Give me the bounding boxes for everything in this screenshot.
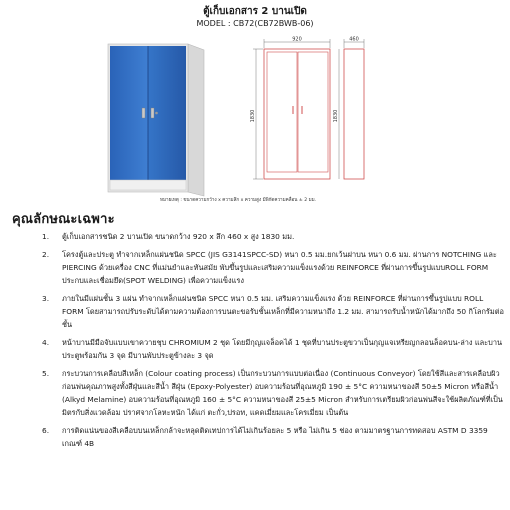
spec-text: กระบวนการเคลือบสีเหล็ก (Colour coating process) เป็นกระบวนการแบบต่อเนื่อง (Continuous Conveyor) โดยใช้สีและสารเคลือบผิวก่อนพ่นคุณภาพสูงทั้งสีฝุ่นและสีน้ำ สีฝุ่น (Epoxy-Polyester) อบความร้อนที่อุณหภูมิ 190 ± 5°C ความหนาของสี 50±5 Micron หรือสีน้ำ (Alkyd Melamine) อบความร้อนที่อุณหภูมิ 160 ± 5°C ความหนาของสี 25±5 Micron สำหรับการเตรียมผิวก่อนพ่นสีจะใช้ผลิตภัณฑ์ที่เป็นมิตรกับสิ่งแวดล้อม ปราศจากโลหะหนัก ได้แก่ ตะกั่ว,ปรอท, แคดเมี่ยมและโครเมี่ยม เป็นต้น xyxy=(62,369,503,417)
spec-item xyxy=(12,230,504,243)
spec-item xyxy=(12,424,504,450)
spec-item xyxy=(12,248,504,287)
spec-number: 1. xyxy=(42,232,50,241)
spec-number: 2. xyxy=(42,250,50,259)
height-dimension-label-side: 1830 xyxy=(333,109,339,123)
spec-text: ภายในมีแผ่นชั้น 3 แผ่น ทำจากเหล็กแผ่นชนิด SPCC หนา 0.5 มม. เสริมความแข็งแรง ด้วย REINFORCE ที่ผ่านการขึ้นรูปแบบ ROLL FORM โดยสามารถปรับระดับได้ตามความต้องการบนตะขอรับชั้นเหล็กที่มีความหนาถึง 1.2 มม. สามารถรับน้ำหนักได้มากถึง 50 กิโลกรัมต่อชั้น xyxy=(62,294,504,329)
dimension-tolerance-note: หมายเหตุ : ขนาดความกว้าง x ความลึก x ความสูง มีพิกัดความคลื่อน ± 2 มม. xyxy=(160,198,317,203)
spec-list xyxy=(12,230,504,455)
section-heading: คุณลักษณะเฉพาะ xyxy=(12,212,115,227)
spec-text: ตู้เก็บเอกสารชนิด 2 บานเปิด ขนาดกว้าง 920 x ลึก 460 x สูง 1830 มม. xyxy=(62,232,295,241)
spec-number: 4. xyxy=(42,338,50,347)
spec-item xyxy=(12,292,504,331)
document-title: ตู้เก็บเอกสาร 2 บานเปิด xyxy=(203,6,307,17)
width-dimension-label: 920 xyxy=(292,36,302,43)
spec-item xyxy=(12,367,504,419)
spec-text: หน้าบานมีมือจับแบบเขาควายชุบ CHROMIUM 2 ชุด โดยมีกุญแจล็อคได้ 1 ชุดที่บานประตูขวาเป็นกุญแจเหรียญกลอนล็อคบน-ล่าง และบานประตูพร้อมกัน 3 จุด มีบานพับประตูข้างละ 3 จุด xyxy=(62,338,503,360)
cabinet-dimension-drawing xyxy=(246,36,368,190)
model-number: MODEL : CB72(CB72BWB-06) xyxy=(196,19,314,28)
height-dimension-label-front: 1830 xyxy=(250,109,256,123)
spec-text: การติดแน่นของสีเคลือบบนเหล็กกล้าจะหลุดติดเทปการได้ไม่เกินร้อยละ 5 หรือ ไม่เกิน 5 ช่อง ตามมาตรฐานการทดสอบ ASTM D 3359 เกณฑ์ 4B xyxy=(62,426,488,448)
spec-number: 5. xyxy=(42,369,50,378)
cabinet-photo xyxy=(100,40,210,200)
spec-text: โครงตู้และประตู ทำจากเหล็กแผ่นชนิด SPCC (JIS G3141SPCC-SD) หนา 0.5 มม.ยกเว้นฝาบน หนา 0.6 มม. ผ่านการ NOTCHING และ PIERCING ด้วยเครื่อง CNC ที่แม่นยำและทันสมัย พับขึ้นรูปและเสริมความแข็งแรงด้วย REINFORCE ที่ผ่านการขึ้นรูปแบบROLL FORM ประกบและเชื่อมยึด(SPOT WELDING) เพื่อความแข็งแรง xyxy=(62,250,497,285)
spec-number: 6. xyxy=(42,426,50,435)
spec-number: 3. xyxy=(42,294,50,303)
depth-dimension-label: 460 xyxy=(349,36,359,43)
spec-item xyxy=(12,336,504,362)
